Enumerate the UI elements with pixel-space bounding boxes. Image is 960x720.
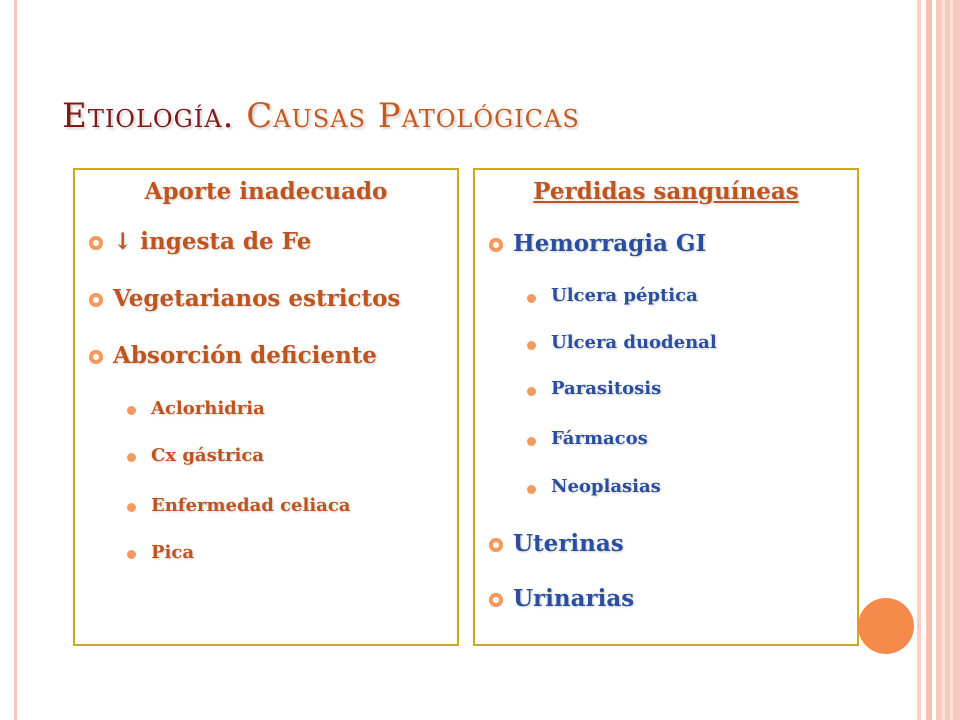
list-item: ↓ ingesta de Fe (113, 228, 312, 255)
list-item: Urinarias (513, 585, 635, 612)
sub-list-item: Ulcera duodenal (551, 332, 717, 353)
left-border-line (14, 0, 17, 720)
right-stripe (917, 0, 921, 720)
bullet-icon (489, 238, 503, 252)
bullet-icon (489, 593, 503, 607)
right-box-heading: Perdidas sanguíneas (533, 178, 799, 205)
sub-list-item: Parasitosis (551, 378, 662, 399)
sub-bullet-icon (527, 437, 536, 446)
title-part-etiologia: Etiología. (62, 96, 235, 136)
right-stripe (926, 0, 932, 720)
title-part-causas: Causas Patológicas (246, 96, 580, 136)
sub-list-item: Enfermedad celiaca (151, 495, 351, 516)
sub-bullet-icon (527, 387, 536, 396)
sub-list-item: Fármacos (551, 428, 648, 449)
sub-bullet-icon (127, 550, 136, 559)
list-item: Absorción deficiente (113, 342, 377, 369)
right-box-perdidas (473, 168, 859, 646)
bullet-icon (89, 350, 103, 364)
right-stripe (942, 0, 945, 720)
decorative-orange-circle (858, 598, 914, 654)
right-stripe (936, 0, 960, 720)
sub-list-item: Ulcera péptica (551, 285, 698, 306)
left-box-heading: Aporte inadecuado (144, 178, 388, 205)
sub-bullet-icon (527, 294, 536, 303)
list-item: Vegetarianos estrictos (113, 285, 401, 312)
bullet-icon (489, 538, 503, 552)
sub-list-item: Neoplasias (551, 476, 661, 497)
list-item: Hemorragia GI (513, 230, 707, 257)
sub-bullet-icon (127, 503, 136, 512)
sub-bullet-icon (527, 341, 536, 350)
left-box-aporte (73, 168, 459, 646)
sub-list-item: Aclorhidria (151, 398, 265, 419)
sub-bullet-icon (527, 485, 536, 494)
sub-bullet-icon (127, 406, 136, 415)
list-item: Uterinas (513, 530, 624, 557)
sub-list-item: Cx gástrica (151, 445, 264, 466)
sub-bullet-icon (127, 453, 136, 462)
bullet-icon (89, 236, 103, 250)
slide-title (62, 96, 580, 136)
sub-list-item: Pica (151, 542, 194, 563)
bullet-icon (89, 293, 103, 307)
right-stripe (950, 0, 953, 720)
